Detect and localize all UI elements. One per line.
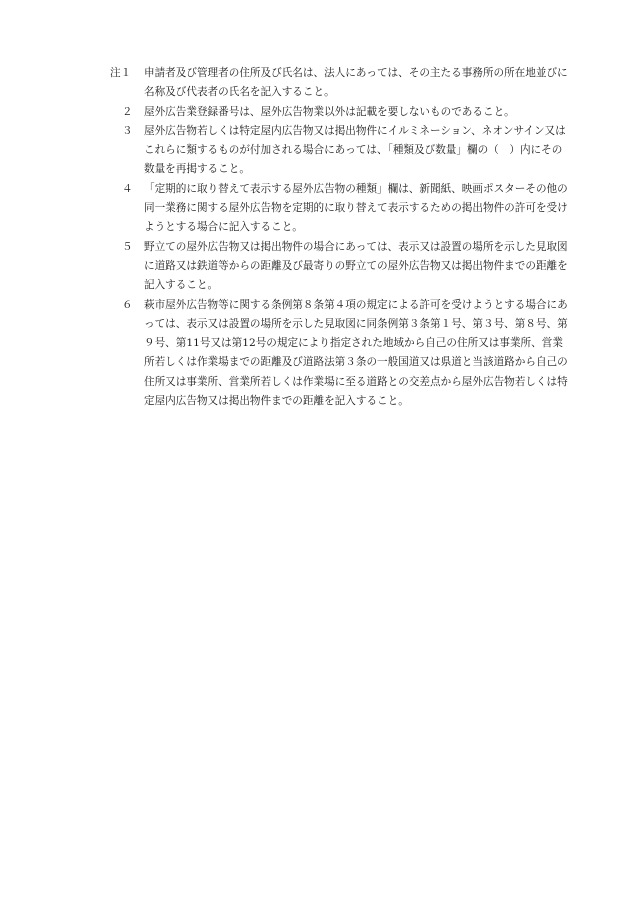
note-1	[110, 64, 570, 103]
note-3-text: 屋外広告物若しくは特定屋内広告物又は掲出物件にイルミネーション、ネオンサイン又はこれらに類するものが付加される場合にあっては、「種類及び数量」欄の（ ）内にその数量を再掲すること。	[144, 124, 566, 176]
note-6-marker: ６	[122, 298, 133, 311]
note-5	[110, 238, 570, 296]
note-1-text: 申請者及び管理者の住所及び氏名は、法人にあっては、その主たる事務所の所在地並びに名称及び代表者の氏名を記入すること。	[144, 67, 568, 99]
note-4-marker: ４	[122, 182, 133, 195]
note-6	[110, 296, 570, 412]
note-2	[110, 103, 570, 122]
note-6-text: 萩市屋外広告物等に関する条例第８条第４項の規定による許可を受けようとする場合にあっては、表示又は設置の場所を示した見取図に同条例第３条第１号、第３号、第８号、第９号、第11号又は第12号の規定により指定された地域から自己の住所又は事業所、営業所若しくは作業場までの距離及び道路法第３条の一般国道又は県道と当該道路から自己の住所又は事業所、営業所若しくは作業場に至る道路との交差点から屋外広告物若しくは特定屋内広告物又は掲出物件までの距離を記入すること。	[144, 298, 568, 408]
note-2-text: 屋外広告業登録番号は、屋外広告物業以外は記載を要しないものであること。	[144, 105, 515, 118]
note-3-marker: ３	[122, 124, 133, 137]
note-2-marker: ２	[122, 105, 133, 118]
note-4-text: 「定期的に取り替えて表示する屋外広告物の種類」欄は、新聞紙、映画ポスターその他の同一業務に関する屋外広告物を定期的に取り替えて表示するための掲出物件の許可を受けようとする場合に記入すること。	[144, 182, 568, 234]
note-5-marker: ５	[122, 240, 133, 253]
notes-list	[110, 64, 570, 411]
note-3	[110, 122, 570, 180]
note-4	[110, 180, 570, 238]
note-1-marker: 注１	[110, 67, 132, 79]
note-5-text: 野立ての屋外広告物又は掲出物件の場合にあっては、表示又は設置の場所を示した見取図に道路又は鉄道等からの距離及び最寄りの野立ての屋外広告物又は掲出物件までの距離を記入すること。	[144, 240, 568, 292]
